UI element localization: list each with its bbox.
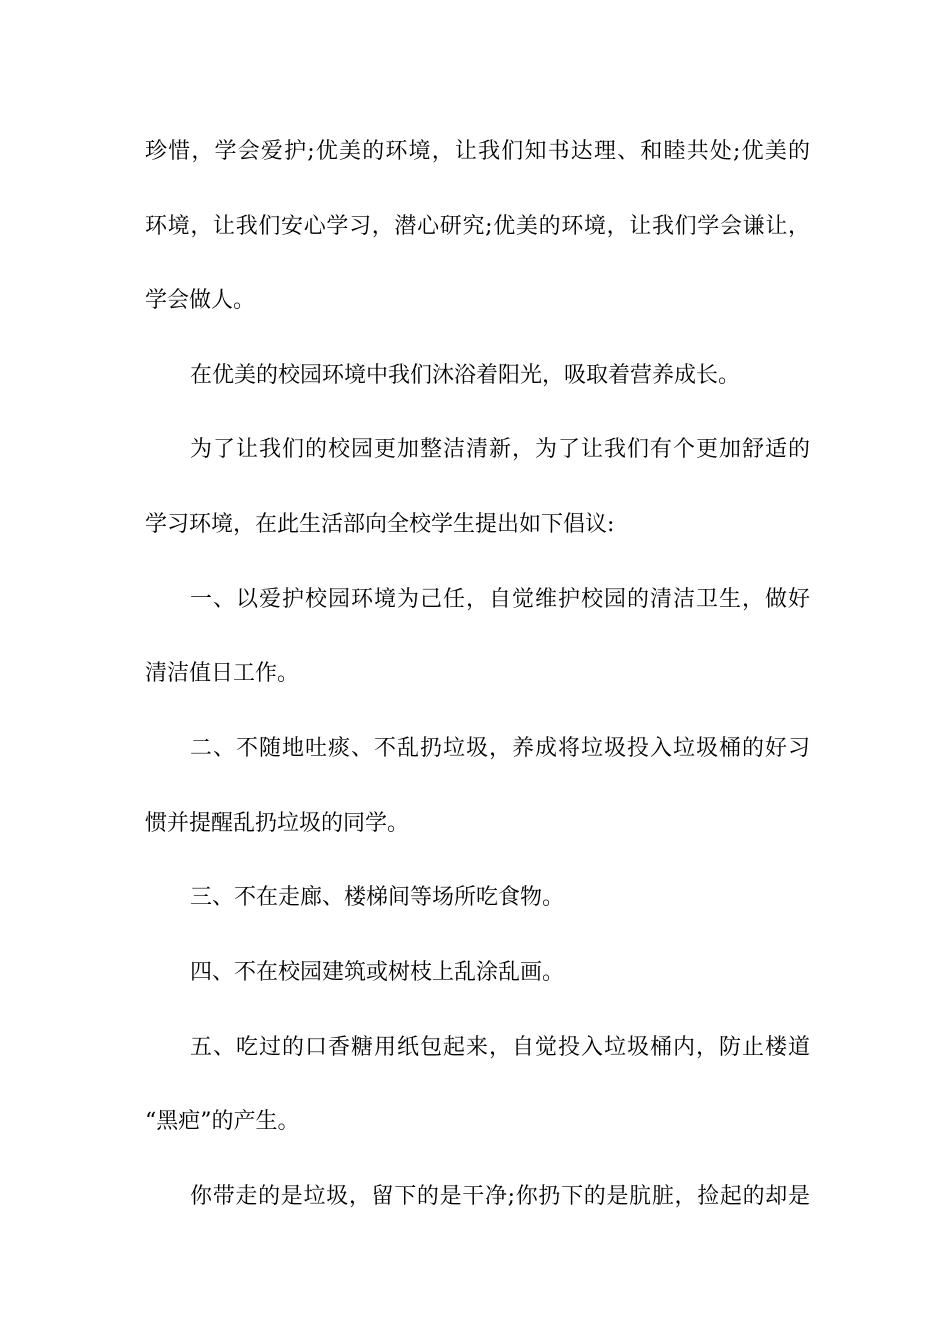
text-line: 你带走的是垃圾，留下的是干净;你扔下的是肮脏，捡起的却是 — [190, 1184, 810, 1209]
text-line: 清洁值日工作。 — [145, 661, 300, 686]
text-line: 五、吃过的口香糖用纸包起来，自觉投入垃圾桶内，防止楼道 — [190, 1035, 810, 1060]
text-line: “黑疤”的产生。 — [145, 1109, 300, 1134]
text-line: 学会做人。 — [145, 288, 256, 313]
text-line: 二、不随地吐痰、不乱扔垃圾，养成将垃圾投入垃圾桶的好习 — [190, 736, 810, 761]
text-line: 四、不在校园建筑或树枝上乱涂乱画。 — [190, 960, 565, 985]
text-line: 学习环境，在此生活部向全校学生提出如下倡议: — [145, 512, 615, 537]
text-line: 一、以爱护校园环境为己任，自觉维护校园的清洁卫生，做好 — [190, 587, 810, 612]
text-line: 在优美的校园环境中我们沐浴着阳光，吸取着营养成长。 — [190, 363, 741, 388]
text-line: 惯并提醒乱扔垃圾的同学。 — [145, 811, 410, 836]
text-line: 为了让我们的校园更加整洁清新，为了让我们有个更加舒适的 — [190, 437, 810, 462]
text-line: 三、不在走廊、楼梯间等场所吃食物。 — [190, 885, 565, 910]
text-line: 环境，让我们安心学习，潜心研究;优美的环境，让我们学会谦让， — [145, 214, 810, 239]
text-line: 珍惜，学会爱护;优美的环境，让我们知书达理、和睦共处;优美的 — [145, 139, 810, 164]
